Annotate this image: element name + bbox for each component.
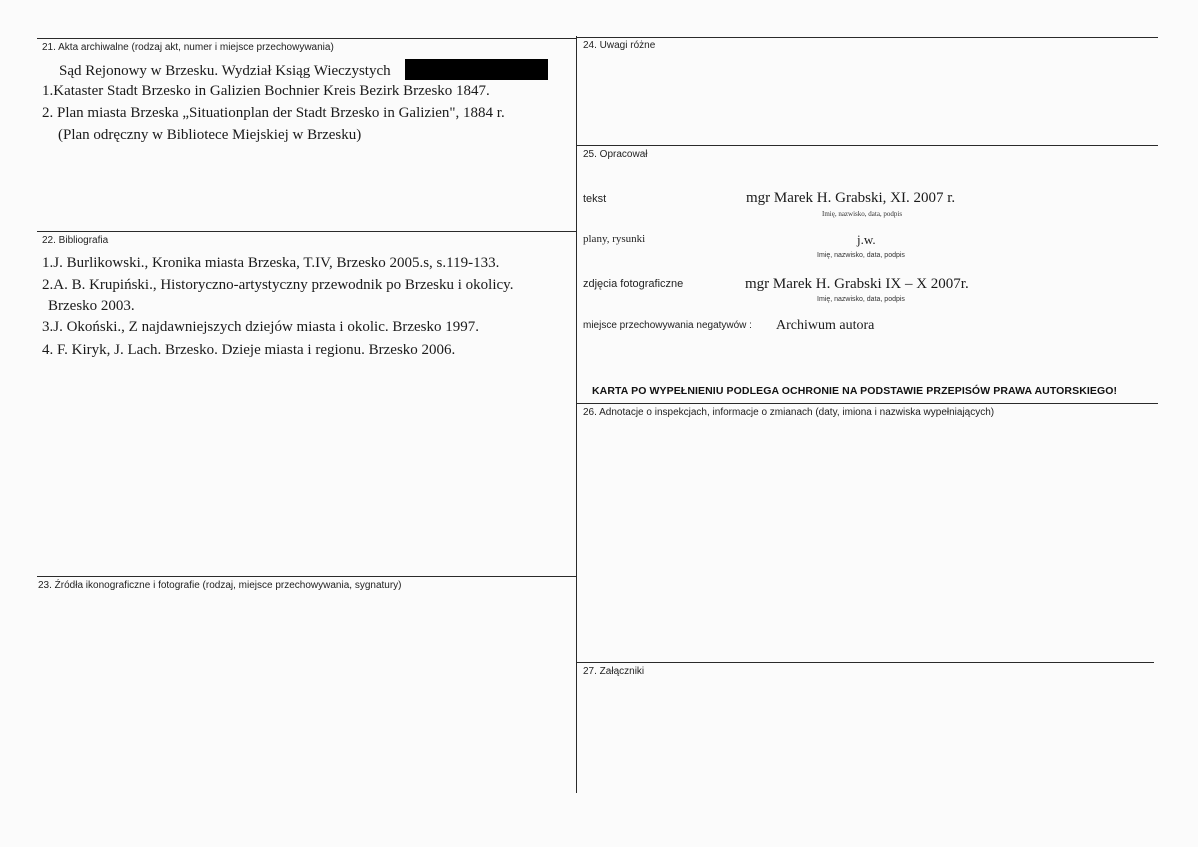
section-21-label: 21. Akta archiwalne (rodzaj akt, numer i miejsce przechowywania) [42, 42, 334, 53]
section-27-top-rule [576, 662, 1154, 663]
section-24-top-rule [576, 37, 1158, 38]
section-25-label: 25. Opracował [583, 149, 648, 160]
section-23-top-rule [37, 576, 576, 577]
bibliography-line-1: 1.J. Burlikowski., Kronika miasta Brzeska, T.IV, Brzesko 2005.s, s.119-133. [42, 255, 500, 271]
text-author-label: tekst [583, 193, 607, 205]
negatives-storage-label: miejsce przechowywania negatywów : [583, 320, 752, 331]
column-divider [576, 36, 577, 793]
bibliography-line-2: 2.A. B. Krupiński., Historyczno-artystyczny przewodnik po Brzesku i okolicy. [42, 277, 514, 293]
section-25-top-rule [576, 145, 1158, 146]
drawings-hint: Imię, nazwisko, data, podpis [817, 252, 905, 259]
bibliography-line-5: 4. F. Kiryk, J. Lach. Brzesko. Dzieje miasta i regionu. Brzesko 2006. [42, 342, 456, 358]
section-27-label: 27. Załączniki [583, 666, 645, 677]
archive-line-3: 2. Plan miasta Brzeska „Situationplan der Stadt Brzesko in Galizien", 1884 r. [42, 105, 505, 121]
section-26-top-rule [576, 403, 1158, 404]
section-23-label: 23. Źródła ikonograficzne i fotografie (rodzaj, miejsce przechowywania, sygnatury) [38, 580, 402, 591]
archive-line-2: 1.Kataster Stadt Brzesko in Galizien Bochnier Kreis Bezirk Brzesko 1847. [42, 83, 490, 99]
drawings-value: j.w. [857, 232, 876, 247]
negatives-storage-value: Archiwum autora [776, 318, 875, 333]
text-author-value: mgr Marek H. Grabski, XI. 2007 r. [746, 190, 956, 206]
redaction-block [405, 59, 548, 80]
archive-line-4: (Plan odręczny w Bibliotece Miejskiej w Brzesku) [58, 127, 362, 143]
section-21-top-rule [37, 38, 576, 39]
archive-line-1: Sąd Rejonowy w Brzesku. Wydział Ksiąg Wieczystych [59, 63, 391, 79]
bibliography-line-4: 3.J. Okoński., Z najdawniejszych dziejów miasta i okolic. Brzesko 1997. [42, 319, 479, 335]
bibliography-line-3: Brzesko 2003. [48, 298, 135, 314]
section-22-top-rule [37, 231, 576, 232]
photos-label: zdjęcia fotograficzne [583, 278, 684, 290]
drawings-label: plany, rysunki [583, 233, 646, 245]
text-author-hint: Imię, nazwisko, data, podpis [822, 210, 903, 218]
photos-value: mgr Marek H. Grabski IX – X 2007r. [745, 276, 969, 292]
copyright-notice: KARTA PO WYPEŁNIENIU PODLEGA OCHRONIE NA PODSTAWIE PRZEPISÓW PRAWA AUTORSKIEGO! [592, 385, 1118, 397]
section-24-label: 24. Uwagi różne [583, 40, 656, 51]
photos-hint: Imię, nazwisko, data, podpis [817, 296, 905, 303]
section-26-label: 26. Adnotacje o inspekcjach, informacje o zmianach (daty, imiona i nazwiska wypełniających) [583, 407, 995, 418]
section-22-label: 22. Bibliografia [42, 235, 109, 246]
